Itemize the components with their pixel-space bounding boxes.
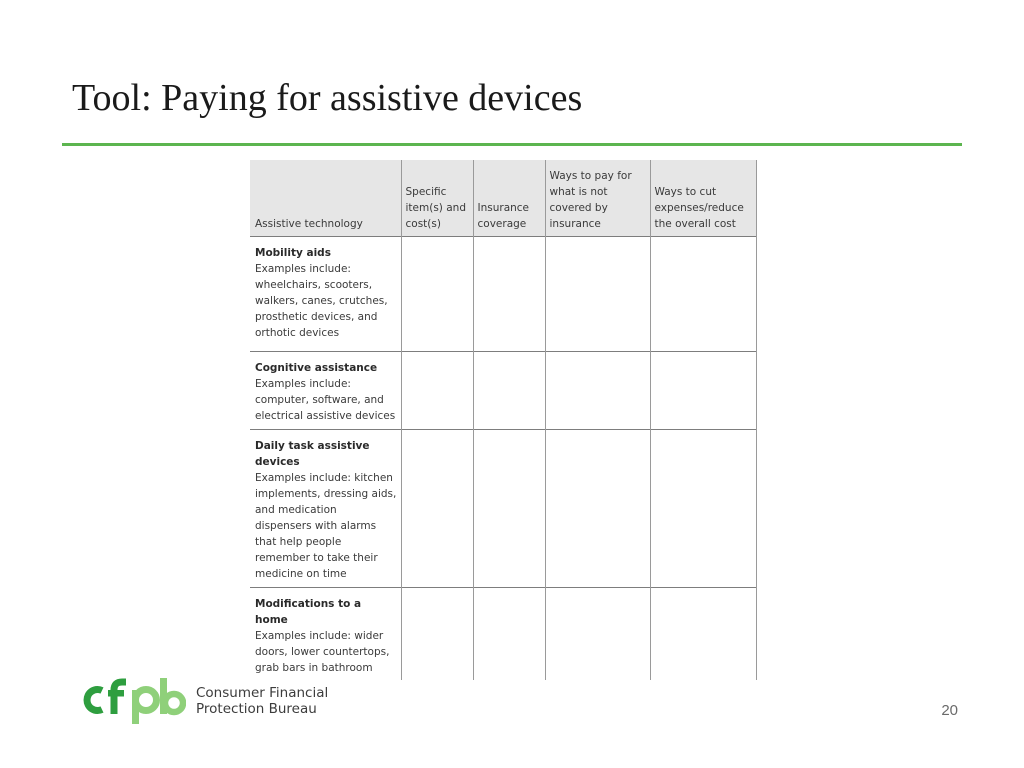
empty-cell [650,588,756,681]
logo-line-1: Consumer Financial [196,685,329,701]
table-row [250,352,756,430]
header-ways-to-cut-expenses: Ways to cut expenses/reduce the overall cost [650,160,756,237]
category-cell [250,588,401,681]
cfpb-logo [80,676,328,726]
table-row [250,430,756,588]
empty-cell [545,588,650,681]
category-title: Cognitive assistance [255,362,378,374]
empty-cell [401,352,473,430]
table-header [250,160,756,237]
category-cell [250,352,401,430]
table-row [250,237,756,352]
table-header-row [250,160,756,237]
slide-title: Tool: Paying for assistive devices [72,77,583,119]
cfpb-logo-text [196,685,328,717]
category-cell [250,237,401,352]
empty-cell [545,430,650,588]
header-insurance-coverage: Insurance coverage [473,160,545,237]
category-title: Mobility aids [255,247,331,259]
category-description: Examples include: kitchen implements, dressing aids, and medication dispensers with alarms that help people remember to take their medicine on time [255,472,397,580]
empty-cell [401,237,473,352]
table-row [250,588,756,681]
assistive-devices-table [250,160,757,680]
empty-cell [473,588,545,681]
page-number: 20 [941,702,958,719]
empty-cell [473,352,545,430]
cfpb-logo-mark-icon [80,676,186,726]
header-assistive-technology: Assistive technology [250,160,401,237]
category-description: Examples include: wheelchairs, scooters, walkers, canes, crutches, prosthetic devices, and orthotic devices [255,263,388,339]
empty-cell [650,352,756,430]
empty-cell [545,352,650,430]
title-divider [62,143,962,146]
category-cell [250,430,401,588]
logo-line-2: Protection Bureau [196,701,317,717]
empty-cell [401,430,473,588]
header-ways-to-pay: Ways to pay for what is not covered by insurance [545,160,650,237]
empty-cell [650,430,756,588]
empty-cell [650,237,756,352]
header-specific-items-cost: Specific item(s) and cost(s) [401,160,473,237]
empty-cell [473,237,545,352]
category-description: Examples include: wider doors, lower countertops, grab bars in bathroom [255,630,390,674]
category-title: Daily task assistive devices [255,440,370,468]
empty-cell [545,237,650,352]
empty-cell [473,430,545,588]
category-description: Examples include: computer, software, and electrical assistive devices [255,378,396,422]
category-title: Modifications to a home [255,598,362,626]
empty-cell [401,588,473,681]
